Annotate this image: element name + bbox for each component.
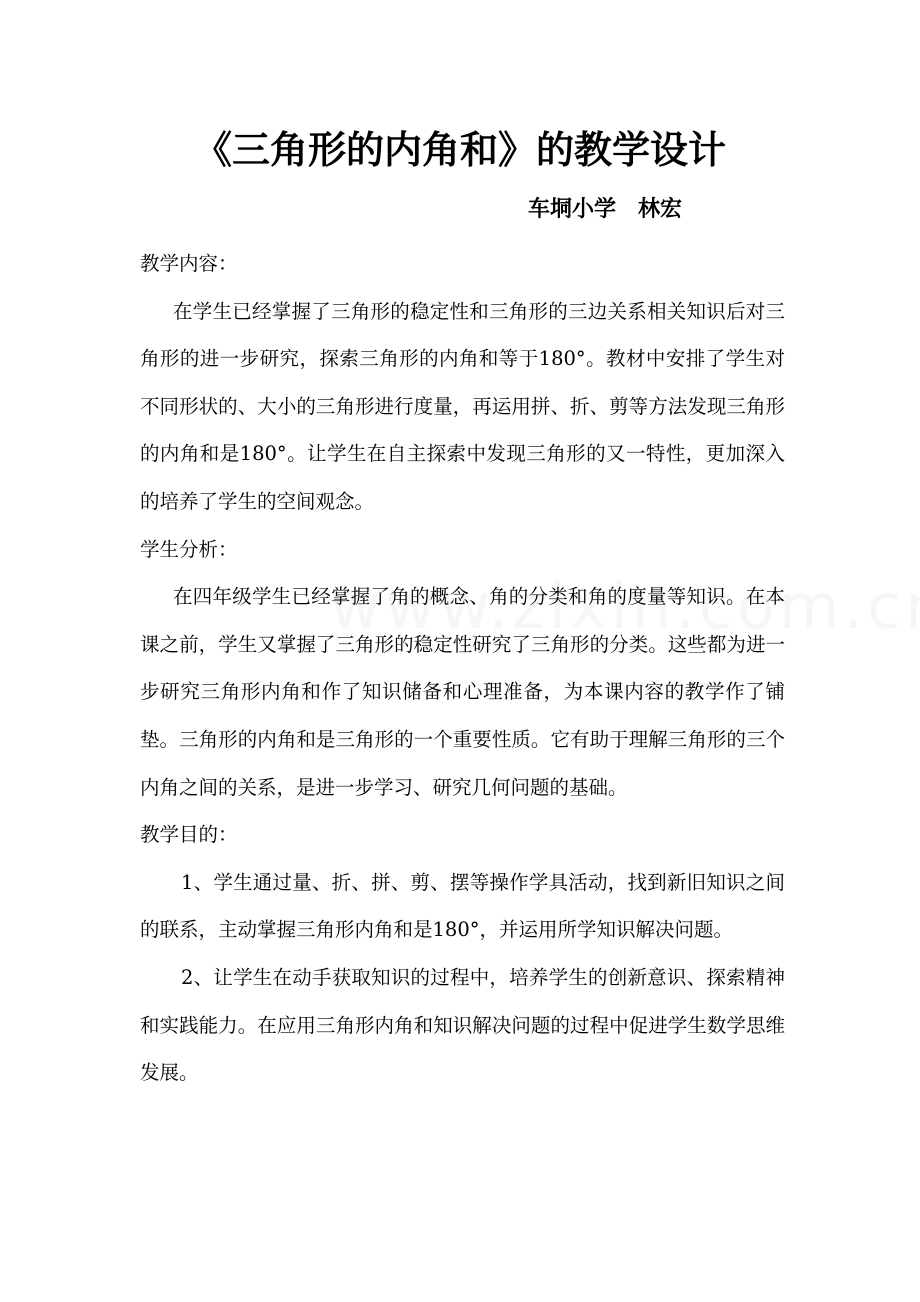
section-heading: 教学内容： <box>140 252 238 275</box>
section-teaching-content <box>140 240 785 526</box>
author-school: 车垌小学 <box>528 197 617 222</box>
section-heading: 教学目的： <box>140 823 238 847</box>
author-name: 林宏 <box>638 197 683 222</box>
goal-item: 2、让学生在动手获取知识的过程中，培养学生的创新意识、探索精神和实践能力。在应用三角形内角和知识解决问题的过程中促进学生数学思维发展。 <box>140 965 785 1085</box>
section-paragraph: 在四年级学生已经掌握了角的概念、角的分类和角的度量等知识。在本课之前，学生又掌握了三角形的稳定性研究了三角形的分类。这些都为进一步研究三角形内角和作了知识储备和心理准备，为本课内容的教学作了铺垫。三角形的内角和是三角形的一个重要性质。它有助于理解三角形的三个内角之间的关系，是进一步学习、研究几何问题的基础。 <box>140 585 785 799</box>
section-student-analysis <box>140 526 785 812</box>
document-title: 《三角形的内角和》的教学设计 <box>193 128 726 172</box>
section-paragraph: 在学生已经掌握了三角形的稳定性和三角形的三边关系相关知识后对三角形的进一步研究，探索三角形的内角和等于180°。教材中安排了学生对不同形状的、大小的三角形进行度量，再运用拼、折、剪等方法发现三角形的内角和是180°。让学生在自主探索中发现三角形的又一特性，更加深入的培养了学生的空间观念。 <box>140 299 785 513</box>
author-line <box>528 193 682 227</box>
section-heading: 学生分析： <box>140 537 238 561</box>
document-body <box>140 240 785 1097</box>
section-teaching-goals <box>140 811 785 1097</box>
goal-item: 1、学生通过量、折、拼、剪、摆等操作学具活动，找到新旧知识之间的联系，主动掌握三角形内角和是180°，并运用所学知识解决问题。 <box>140 870 785 942</box>
